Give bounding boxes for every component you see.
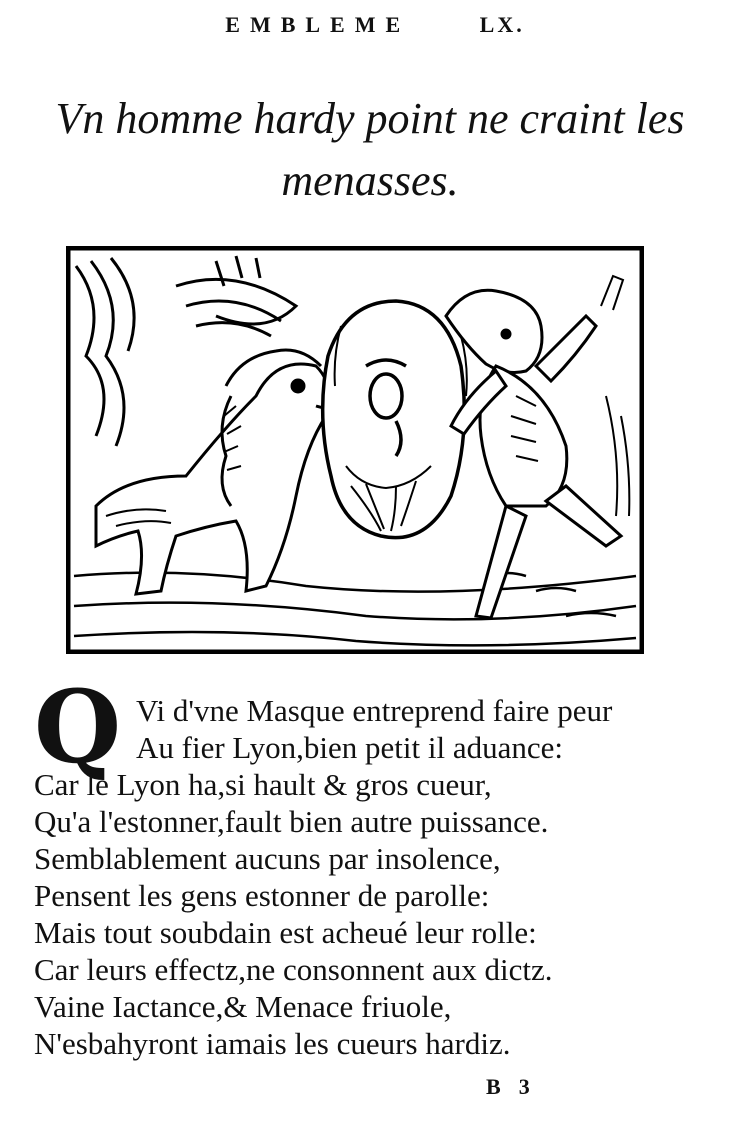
motto-line-2: menasses. (281, 156, 459, 205)
signature-letter: B (486, 1074, 519, 1099)
signature-number: 3 (518, 1074, 548, 1099)
emblem-motto (40, 88, 700, 212)
verse-line-1: Vi d'vne Masque entreprend faire peur (136, 693, 613, 728)
verse-line-3: Car le Lyon ha,si hault & gros cueur, (34, 767, 492, 802)
verse-line-8: Car leurs effectz,ne consonnent aux dictz. (34, 952, 553, 987)
verse-line-10: N'esbahyront iamais les cueurs hardiz. (34, 1026, 511, 1061)
verse-line-4: Qu'a l'estonner,fault bien autre puissance. (34, 804, 549, 839)
verse-line-6: Pensent les gens estonner de parolle: (34, 878, 490, 913)
verse-line-5: Semblablement aucuns par insolence, (34, 841, 501, 876)
woodcut-lion-and-man-with-mask-icon (66, 246, 644, 654)
motto-line-1: Vn homme hardy point ne craint les (55, 94, 685, 143)
verse-line-7: Mais tout soubdain est acheué leur rolle: (34, 915, 537, 950)
signature-mark (486, 1074, 548, 1100)
verse-line-9: Vaine Iactance,& Menace friuole, (34, 989, 452, 1024)
emblem-number: LX. (479, 12, 525, 37)
verse-line-2: Au fier Lyon,bien petit il aduance: (136, 730, 563, 765)
emblem-label: EMBLEME (225, 12, 411, 37)
verse-block (34, 692, 714, 1062)
drop-cap-q: Q (34, 668, 122, 786)
page-header (0, 12, 750, 38)
